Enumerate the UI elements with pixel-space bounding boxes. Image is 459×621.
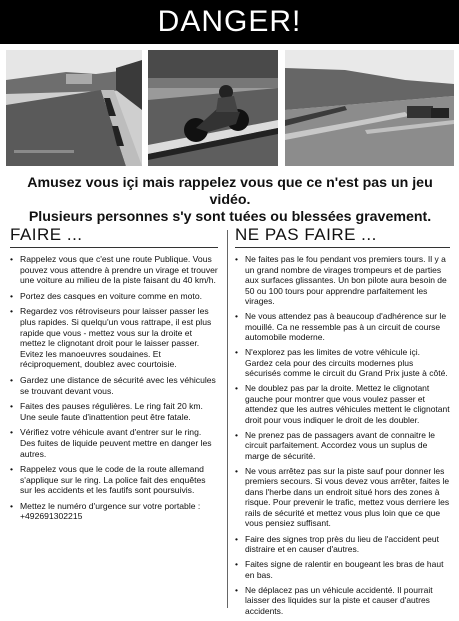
list-item: • Vérifiez votre véhicule avant d'entrer sur le ring. Des fuites de liquide peuvent mettre en danger les autres.: [10, 427, 212, 459]
motorcycle-photo: [148, 50, 278, 166]
faire-column: [10, 225, 218, 527]
danger-banner: DANGER!: [0, 0, 459, 44]
warning-line-2: Plusieurs personnes s'y sont tuées ou blessées gravement.: [28, 209, 432, 225]
list-item: • Faire des signes trop près du lieu de l'accident peut distraire et en causer d'autres.: [235, 533, 439, 555]
list-item: • Gardez une distance de sécurité avec les véhicules se trouvant devant vous.: [10, 374, 216, 396]
faire-list: [10, 254, 218, 522]
photo-strip: [6, 50, 454, 166]
list-item: • Regardez vos rétroviseurs pour laisser passer les plus rapides. Si quelqu'un vous rattrape, il est plus rapide que vous - mettez vous sur la droite et mettez le clignotant droit pour le laisser passer. Evitez les manoeuvres soudaines. Et réciproquement, doublez avec courtoisie.: [10, 306, 212, 370]
list-item: • Ne déplacez pas un véhicule accidenté. Il pourrait laisser des liquides sur la piste et causer d'autres accidents.: [235, 584, 433, 616]
crash-photo: [285, 50, 454, 166]
list-item: • Faites des pauses régulières. Le ring fait 20 km. Une seule faute d'inattention peut être fatale.: [10, 401, 203, 422]
list-item: • Portez des casques en voiture comme en moto.: [10, 290, 202, 301]
ne-pas-faire-column: [235, 225, 450, 621]
list-item: • Ne vous arrêtez pas sur la piste sauf pour donner les premiers secours. Si vous devez vous arrêter, faites le dans l'herbe dans un endroit situé hors des zones à risque. Pour prevenir le trafic, mettez vous derriere les rails de sécurité et mettez vous plus loin que ce que vous pensiez suffisant.: [235, 465, 450, 529]
faire-title: FAIRE ...: [10, 225, 218, 248]
warning-line-1: Amusez vous içi mais rappelez vous que ce n'est pas un jeu vidéo.: [27, 175, 433, 208]
ne-pas-faire-title: NE PAS FAIRE ...: [235, 225, 450, 248]
list-item: • Ne prenez pas de passagers avant de connaitre le circuit parfaitement. Accordez vous un suplus de marge de sécurité.: [235, 429, 435, 461]
list-item: • N'explorez pas les limites de votre véhicule içi. Gardez cela pour des circuits modernes plus sécurisés comme le circuit du Grand Prix juste à côté.: [235, 347, 448, 379]
track-photo-1: [6, 50, 142, 166]
warning-text: [6, 175, 454, 226]
list-item: • Rappelez vous que c'est une route Publique. Vous pouvez vous attendre à prendre un virage et trouver une voiture au milieu de la piste faisant du 40 km/h.: [10, 254, 218, 286]
list-item: • Rappelez vous que le code de la route allemand s'applique sur le ring. La police fait des enquêtes sur les accidents et les fautifs sont poursuivis.: [10, 464, 206, 496]
list-item: • Mettez le numéro d'urgence sur votre portable : +49269130221​5: [10, 500, 201, 522]
ne-pas-faire-list: [235, 254, 450, 616]
list-item: • Faites signe de ralentir en bougeant les bras de haut en bas.: [235, 559, 444, 580]
list-item: • Ne faites pas le fou pendant vos premiers tours. Il y a un grand nombre de virages trompeurs et de parties aux surfaces glissantes. Un bon pilote aura besoin de 50 ou 100 tours pour apprendre parfaitement les virages.: [235, 254, 447, 306]
list-item: • Ne vous attendez pas à beaucoup d'adhérence sur le mouillé. Ca ne ressemble pas à un circuit de course automobile moderne.: [235, 311, 447, 343]
list-item: • Ne doublez pas par la droite. Mettez le clignotant gauche pour montrer que vous voulez passer et attendez que les autres véhicules mettent le clignotant droit pour vous indiquer le droit de les doubler.: [235, 383, 450, 425]
column-divider: [227, 230, 228, 608]
